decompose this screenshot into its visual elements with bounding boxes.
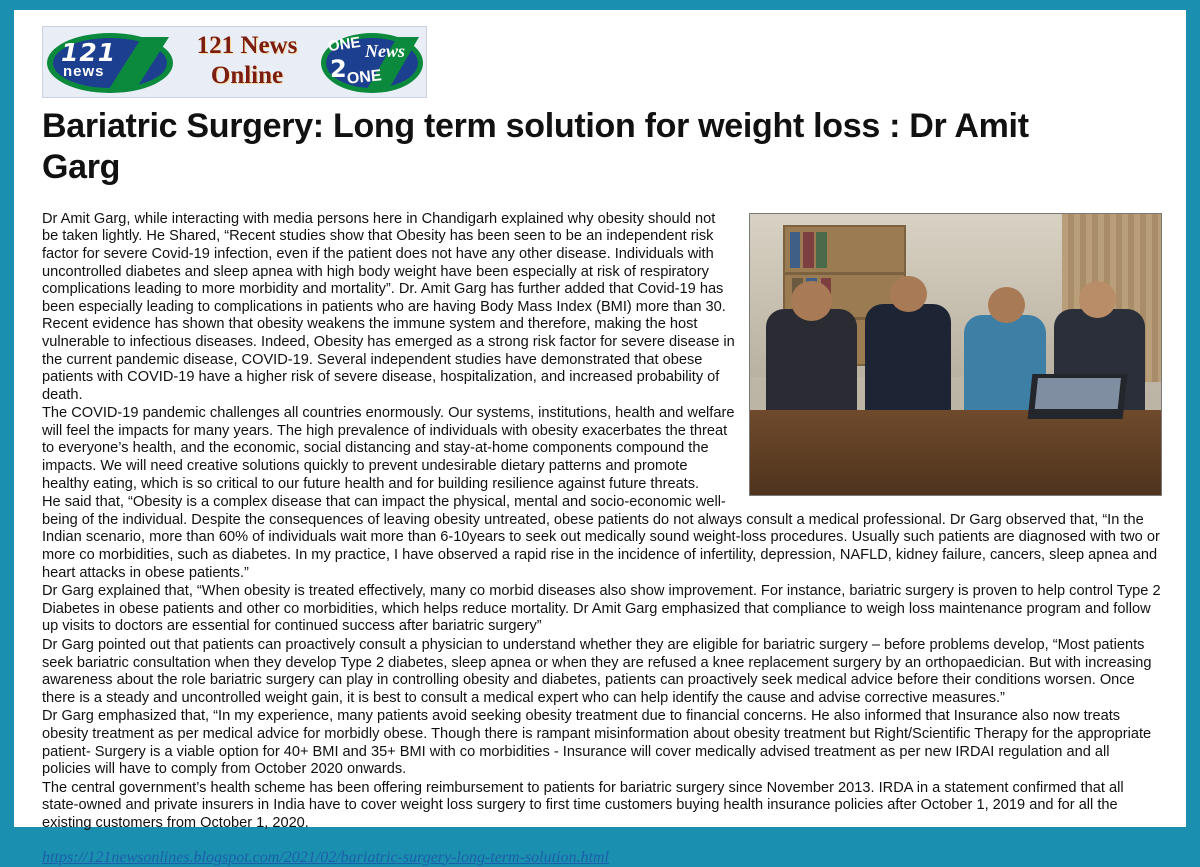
photo-person-head — [791, 281, 832, 320]
photo-table — [750, 410, 1161, 494]
brand-title-line1: 121 News — [196, 32, 298, 59]
page-title: Bariatric Surgery: Long term solution for weight loss : Dr Amit Garg — [42, 107, 1029, 186]
logo-right-two: 2 — [330, 55, 347, 83]
document-page — [14, 10, 1186, 866]
logo-number: 121 — [61, 38, 117, 67]
photo-book — [803, 232, 814, 267]
brand-title — [179, 31, 315, 91]
photo-person-head — [1079, 281, 1116, 318]
photo-person — [865, 304, 951, 411]
press-conference-photo — [749, 213, 1162, 496]
photo-laptop — [1027, 374, 1126, 419]
masthead-banner — [42, 26, 427, 98]
article-paragraph: Dr Garg emphasized that, “In my experience, many patients avoid seeking obesity treatment due to financial concerns. He also informed that Insurance also now treats obesity treatment as per medical advice for morbidly obese. Though there is rampant misinformation about obesity treatment but Right/Scientific Therapy for the appropriate patient- Surgery is a viable option for 40+ BMI and 35+ BMI with co morbidities - Insurance will cover medically advised treatment as per new IRDAI regulation and all policies will have to comply from October 2020 onwards. — [42, 708, 1152, 778]
article-paragraph: Dr Garg explained that, “When obesity is treated effectively, many co morbid diseases also show improvement. For instance, bariatric surgery is proven to help control Type 2 Diabetes in obese patients and other co morbidities, which helps reduce mortality. Dr Amit Garg emphasized that compliance to weigh loss maintenance program and follow up visits to doctors are essential for continued success after bariatric surgery” — [42, 583, 1161, 635]
logo-word: news — [63, 63, 105, 80]
logo-one2one-icon — [321, 31, 423, 95]
photo-laptop-screen — [1034, 378, 1121, 409]
article-paragraph: The central government’s health scheme has been offering reimbursement to patients for bariatric surgery since November 2013. IRDA in a statement confirmed that all state-owned and private insurers in India have to cover weight loss surgery to first time customers buying health insurance policies after October 1, 2019 and for all the existing customers from October 1, 2020. — [42, 779, 1124, 831]
article-paragraph: Dr Garg pointed out that patients can proactively consult a physician to understand whether they are eligible for bariatric surgery – before problems develop, “Most patients seek bariatric consultation when they develop Type 2 diabetes, sleep apnea or when they are refused a knee replacement surgery by an orthopaedician. But with increasing awareness about the role bariatric surgery can play in controlling obesity and diabetes, patients can proactively seek medical advice before their conditions worsen. Once there is a steady and uncontrolled weight gain, it is best to consult a medical expert who can help identify the cause and advise corrective measures.” — [42, 637, 1152, 706]
article-body — [42, 211, 1162, 867]
photo-book — [816, 232, 827, 267]
article-paragraph: He said that, “Obesity is a complex disease that can impact the physical, mental and socio-economic well-being of the individual. Despite the consequences of leaving obesity untreated, obese patients do not always consult a medical professional. Dr Garg observed that, “In the Indian scenario, more than 60% of individuals wait more than 6-10years to seek out medically sound weight-loss procedures. Usually such patients are diagnosed with two or more co morbidities, such as diabetes. In my practice, I have observed a rapid rise in the incidence of infertility, depression, NAFLD, kidney failure, cancers, sleep apnea and heart attacks in obese patients.” — [42, 494, 1160, 581]
photo-person — [766, 309, 856, 410]
logo-right-one-lower: ONE — [346, 67, 383, 88]
article-paragraph: The COVID-19 pandemic challenges all countries enormously. Our systems, institutions, health and welfare will feel the impacts for many years. The high prevalence of individuals with obesity exacerbates the threat to everyone’s health, and the economic, social distancing and stay-at-home components compound the impacts. We will need creative solutions quickly to prevent undesirable dietary patterns and promote healthy eating, which is so critical to our future health and for building resilience against future threats. — [42, 405, 735, 492]
logo-121news-icon — [47, 31, 173, 95]
brand-title-line2: Online — [210, 62, 284, 89]
logo-right-one: ONE — [326, 33, 362, 56]
article-paragraph: Dr Amit Garg, while interacting with media persons here in Chandigarh explained why obesity should not be taken lightly. He Shared, “Recent studies show that Obesity has been seen to be an independent risk factor for severe Covid-19 infection, even if the patient does not have any other disease. Individuals with uncontrolled diabetes and sleep apnea with high body weight have been especially at risk of respiratory complications leading to more morbidity and mortality”. Dr. Amit Garg has further added that Covid-19 has been especially leading to complications in patients who are having Body Mass Index (BMI) more than 30. Recent evidence has shown that obesity weakens the immune system and therefore, making the host vulnerable to infectious diseases. Indeed, Obesity has emerged as a strong risk factor for severe disease in the current pandemic disease, COVID-19. Several independent studies have demonstrated that obese patients with COVID-19 have a higher risk of severe disease, hospitalization, and increased probability of death. — [42, 210, 735, 403]
source-link[interactable]: https://121newsonlines.blogspot.com/2021/02/bariatric-surgery-long-term-solution.html — [42, 848, 609, 866]
logo-right-news: News — [365, 41, 405, 61]
page-content — [42, 26, 1162, 866]
photo-book — [790, 232, 801, 267]
photo-person-head — [890, 276, 927, 313]
